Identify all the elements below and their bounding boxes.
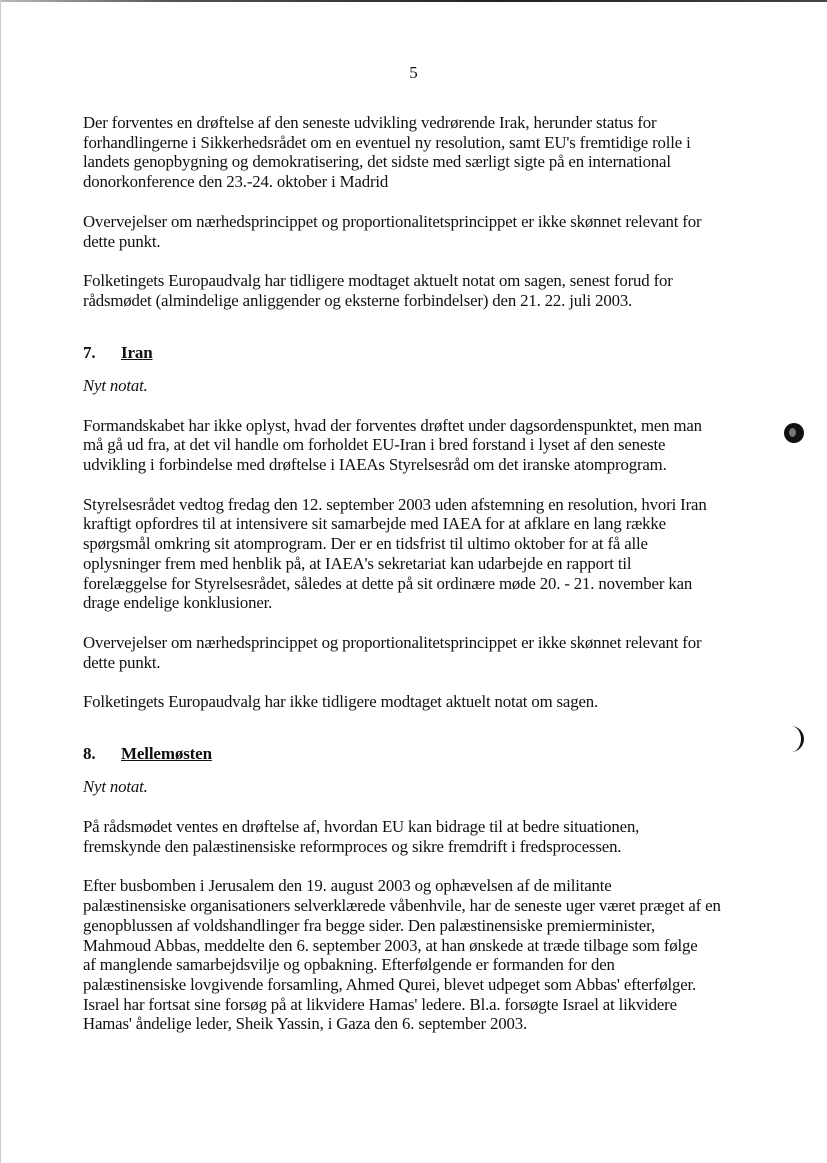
text-line: Mahmoud Abbas, meddelte den 6. september 2003, at han ønskede at træde tilbage som følge xyxy=(83,935,698,955)
text-line: oplysninger frem med henblik på, at IAEA's sekretariat kan udarbejde en rapport til xyxy=(83,553,632,573)
punch-hole-mark xyxy=(784,423,804,443)
section-number: 8. xyxy=(83,744,96,764)
text-line: Hamas' åndelige leder, Sheik Yassin, i Gaza den 6. september 2003. xyxy=(83,1014,528,1034)
section-title: Iran xyxy=(121,342,153,362)
section-title: Mellemøsten xyxy=(121,744,212,764)
paragraph-iran-presidency xyxy=(83,416,755,475)
paragraph-irak-discussion xyxy=(83,113,755,192)
text-line: palæstinensiske lovgivende forsamling, Ahmed Qurei, blevet udpeget som Abbas' efterfølger. xyxy=(83,974,697,994)
text-line: Efter busbomben i Jerusalem den 19. august 2003 og ophævelsen af de militante xyxy=(83,876,612,896)
text-line: udvikling i forbindelse med drøftelse i IAEAs Styrelsesråd om det iranske atomprogram. xyxy=(83,455,667,475)
page-number: 5 xyxy=(409,63,418,82)
text-line: dette punkt. xyxy=(83,231,161,251)
paragraph-committee-iran xyxy=(83,692,755,712)
paragraph-subsidiarity-iran xyxy=(83,633,755,672)
paragraph-mideast-council xyxy=(83,817,755,856)
text-line: Folketingets Europaudvalg har tidligere modtaget aktuelt notat om sagen, senest forud for xyxy=(83,271,673,291)
paragraph-iran-resolution xyxy=(83,495,755,613)
text-line: palæstinensiske organisationers selverklærede våbenhvile, har de seneste uger været præget af en xyxy=(83,896,721,916)
text-line: spørgsmål omkring sit atomprogram. Der er en tidsfrist til ultimo oktober for at få alle xyxy=(83,534,648,554)
text-line: Der forventes en drøftelse af den seneste udvikling vedrørende Irak, herunder status for xyxy=(83,113,657,132)
document-body xyxy=(83,113,755,1054)
text-line: kraftigt opfordres til at intensivere sit samarbejde med IAEA for at afklare en lang række xyxy=(83,514,666,534)
text-line: Overvejelser om nærhedsprincippet og proportionalitetsprincippet er ikke skønnet relevant for xyxy=(83,211,702,231)
text-line: Folketingets Europaudvalg har ikke tidligere modtaget aktuelt notat om sagen. xyxy=(83,692,599,712)
section-note: Nyt notat. xyxy=(83,777,148,797)
section-number: 7. xyxy=(83,342,96,362)
text-line: af manglende samarbejdsvilje og opbakning. Efterfølgende er formanden for den xyxy=(83,955,615,975)
scan-edge-left xyxy=(0,0,1,1163)
text-line: dette punkt. xyxy=(83,652,161,672)
scan-edge-top xyxy=(0,0,827,2)
text-line: forelæggelse for Styrelsesrådet, således at dette på sit ordinære møde 20. - 21. november kan xyxy=(83,573,693,593)
text-line: donorkonference den 23.-24. oktober i Madrid xyxy=(83,172,389,192)
text-line: forhandlingerne i Sikkerhedsrådet om en eventuel ny resolution, samt EU's fremtidige rolle i xyxy=(83,132,691,152)
text-line: fremskynde den palæstinensiske reformproces og sikre fremdrift i fredsprocessen. xyxy=(83,836,622,856)
section-heading-mellemosten xyxy=(83,744,755,764)
paragraph-mideast-events xyxy=(83,876,755,1034)
text-line: må gå ud fra, at det vil handle om forholdet EU-Iran i bred forstand i lyset af den seneste xyxy=(83,435,666,455)
paragraph-committee-irak xyxy=(83,271,755,310)
text-line: På rådsmødet ventes en drøftelse af, hvordan EU kan bidrage til at bedre situationen, xyxy=(83,817,640,837)
staple-clip-mark xyxy=(790,726,804,752)
text-line: landets genopbygning og demokratisering, det sidste med særligt sigte på en international xyxy=(83,152,671,172)
text-line: genopblussen af voldshandlinger fra begge sider. Den palæstinensiske premierminister, xyxy=(83,915,655,935)
text-line: drage endelige konklusioner. xyxy=(83,593,273,613)
section-heading-iran xyxy=(83,343,755,363)
text-line: rådsmødet (almindelige anliggender og eksterne forbindelser) den 21. 22. juli 2003. xyxy=(83,290,633,310)
section-note: Nyt notat. xyxy=(83,375,148,395)
paragraph-subsidiarity-irak xyxy=(83,212,755,251)
text-line: Styrelsesrådet vedtog fredag den 12. september 2003 uden afstemning en resolution, hvori Iran xyxy=(83,494,707,514)
text-line: Israel har fortsat sine forsøg på at likvidere Hamas' ledere. Bl.a. forsøgte Israel at likvidere xyxy=(83,994,677,1014)
text-line: Overvejelser om nærhedsprincippet og proportionalitetsprincippet er ikke skønnet relevant for xyxy=(83,632,702,652)
text-line: Formandskabet har ikke oplyst, hvad der forventes drøftet under dagsordenspunktet, men man xyxy=(83,415,702,435)
